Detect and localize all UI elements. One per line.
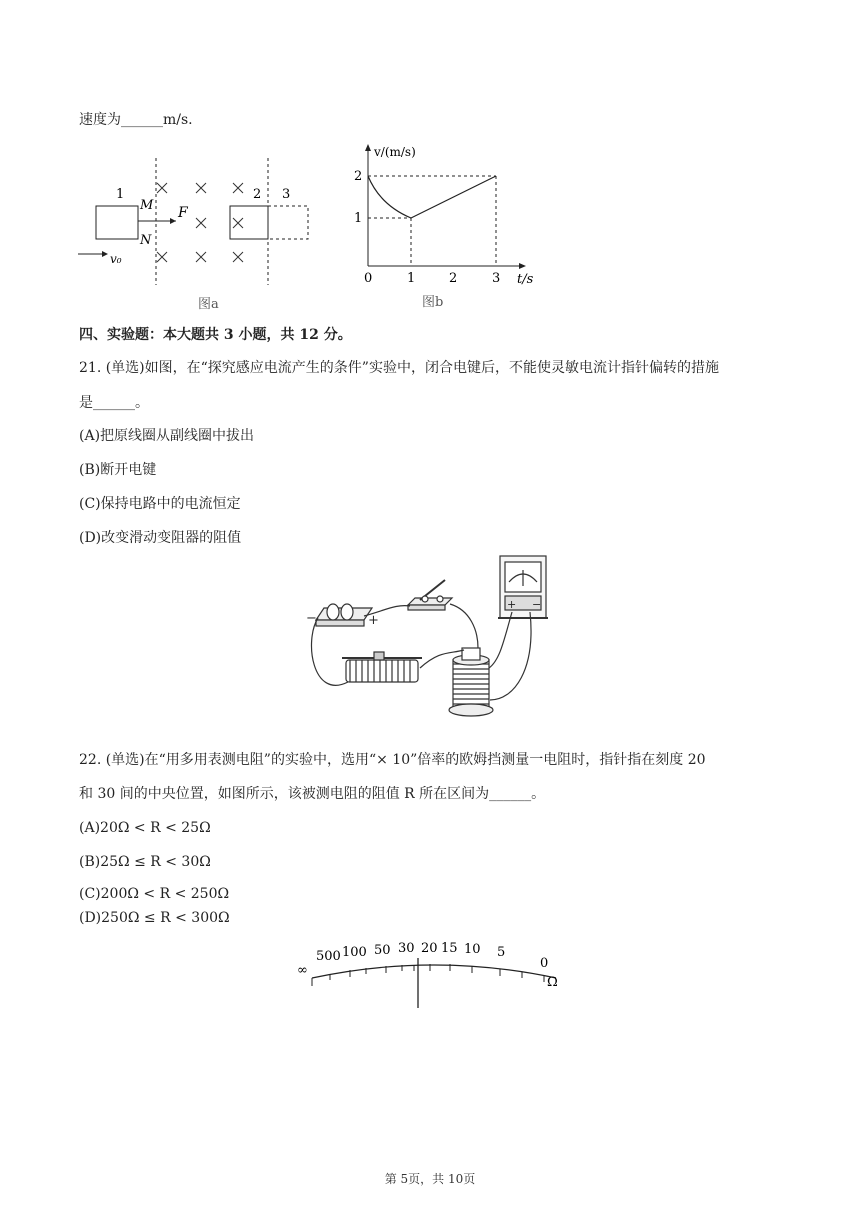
rheostat: [346, 660, 418, 682]
q21-stem-line1: 21. (单选)如图，在“探究感应电流产生的条件”实验中，闭合电键后，不能使灵敏电流计指针偏转的措施: [79, 360, 719, 376]
scale-label-0: 0: [540, 956, 549, 971]
battery-minus: −: [306, 611, 317, 626]
scale-label-500: 500: [316, 949, 341, 964]
scale-arc: [312, 965, 556, 978]
q21-option-c: (C)保持电路中的电流恒定: [79, 496, 241, 512]
x-axis-label: t/s: [517, 272, 534, 287]
galvanometer-plus: +: [507, 598, 517, 611]
y-tick-2: 2: [354, 169, 363, 184]
curve-decel: [368, 176, 411, 218]
label-region2: 2: [253, 187, 262, 202]
scale-label-15: 15: [441, 941, 458, 956]
x-tick-3: 3: [492, 271, 501, 286]
scale-ticks: [312, 964, 544, 986]
label-v0: v₀: [110, 252, 122, 266]
battery-plus: +: [368, 613, 379, 628]
q22-stem-line2: 和 30 间的中央位置，如图所示，该被测电阻的阻值 R 所在区间为______。: [79, 786, 546, 802]
q21-option-a: (A)把原线圈从副线圈中拔出: [79, 428, 255, 444]
loop-region1: [96, 206, 138, 239]
coil-primary: [462, 648, 480, 660]
x-tick-1: 1: [407, 271, 416, 286]
q22-option-b: (B)25Ω ≤ R < 30Ω: [79, 854, 211, 870]
q22-stem-line1: 22. (单选)在“用多用表测电阻”的实验中，选用“× 10”倍率的欧姆挡测量一电阻时，指针指在刻度 20: [79, 752, 706, 768]
q22-option-d: (D)250Ω ≤ R < 300Ω: [79, 910, 230, 926]
label-m: M: [140, 198, 154, 213]
caption-b: 图b: [422, 295, 444, 310]
q21-option-d: (D)改变滑动变阻器的阻值: [79, 530, 242, 546]
ohmmeter-scale: [290, 930, 580, 1010]
wire: [311, 618, 348, 685]
y-axis-label: v/(m/s): [374, 145, 416, 159]
label-f: F: [178, 205, 188, 221]
scale-unit: Ω: [547, 975, 558, 990]
y-tick-1: 1: [354, 211, 363, 226]
figure-b: [350, 140, 550, 315]
circuit-figure: [300, 550, 560, 720]
q22-option-c: (C)200Ω < R < 250Ω: [79, 886, 230, 902]
label-n: N: [140, 233, 152, 248]
figure-a: [72, 150, 332, 315]
line-accel: [411, 176, 496, 218]
x-tick-0: 0: [364, 271, 373, 286]
q21-option-b: (B)断开电键: [79, 462, 157, 478]
loop-region3: [268, 206, 308, 239]
q22-option-a: (A)20Ω < R < 25Ω: [79, 820, 211, 836]
scale-label-100: 100: [342, 945, 367, 960]
scale-label-10: 10: [464, 942, 481, 957]
q20-answer-line: 速度为______m/s.: [79, 112, 193, 128]
scale-label-30: 30: [398, 941, 415, 956]
galvanometer-minus: −: [532, 598, 542, 611]
x-tick-2: 2: [449, 271, 458, 286]
caption-a: 图a: [198, 297, 219, 312]
scale-label-20: 20: [421, 941, 438, 956]
scale-label-inf: ∞: [297, 963, 308, 978]
section-title: 四、实验题：本大题共 3 小题，共 12 分。: [79, 327, 352, 343]
label-region1: 1: [116, 187, 125, 202]
loop-region2: [230, 206, 268, 239]
q21-stem-line2: 是______。: [79, 395, 149, 411]
label-region3: 3: [282, 187, 291, 202]
switch: [408, 598, 452, 605]
scale-label-5: 5: [497, 945, 506, 960]
page-footer: 第 5页，共 10页: [384, 1172, 476, 1186]
scale-label-50: 50: [374, 943, 391, 958]
